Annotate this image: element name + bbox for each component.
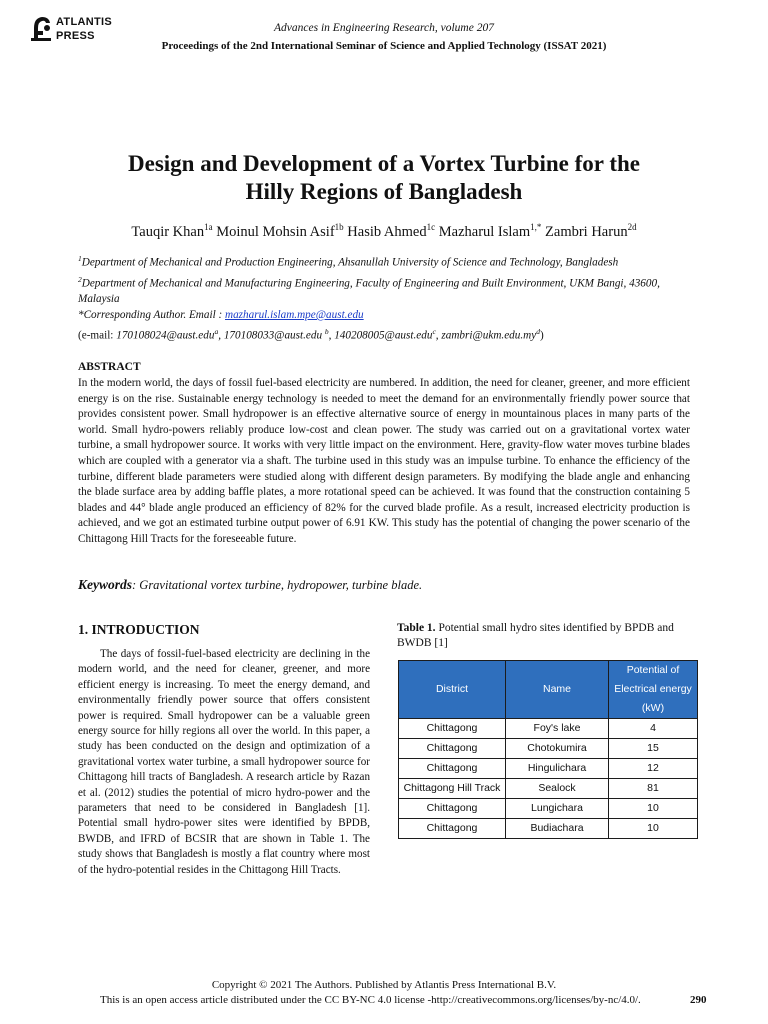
section-heading-introduction: 1. INTRODUCTION xyxy=(78,622,200,637)
table-cell-name: Chotokumira xyxy=(506,739,609,759)
email-sup: c xyxy=(432,326,436,336)
table-cell-district: Chittagong xyxy=(399,819,506,839)
table-row xyxy=(399,719,698,739)
corresponding-author xyxy=(78,308,690,324)
author-name: Moinul Mohsin Asif xyxy=(216,223,335,240)
affiliation-2 xyxy=(78,272,690,308)
table-row xyxy=(399,739,698,759)
table-cell-district: Chittagong xyxy=(399,799,506,819)
affiliation-text: Department of Mechanical and Manufacturing Engineering, Faculty of Engineering and Built Environment, UKM Bangi, 43600, Malaysia xyxy=(78,277,660,306)
hydro-sites-table xyxy=(398,660,698,839)
email-sup: b xyxy=(324,326,329,336)
abstract-heading: ABSTRACT xyxy=(78,361,141,373)
email-d: zambri@ukm.edu.my xyxy=(441,329,537,342)
table-cell-name: Hingulichara xyxy=(506,759,609,779)
author-emails: (e-mail: 170108024@aust.edu$^a$, 170108033@aust.edu $^b$, 140208005@aust.edu$^c$, $zambri@ukm.edu.my^d$) xyxy=(78,326,544,342)
column-header-district: District xyxy=(399,661,506,719)
email-sup: a xyxy=(214,326,219,336)
table-row xyxy=(399,759,698,779)
table-caption-text: Potential small hydro sites identified by BPDB and BWDB [1] xyxy=(397,622,674,649)
paper-title-line1: Design and Development of a Vortex Turbine for the xyxy=(128,151,640,176)
author-sup: 1b xyxy=(334,222,344,232)
email-sup: d xyxy=(536,326,540,336)
logo-text-line1: ATLANTIS xyxy=(56,16,112,28)
affiliations xyxy=(78,251,690,344)
author-sup: 1,* xyxy=(530,222,542,232)
keywords xyxy=(78,577,690,593)
column-header-name: Name xyxy=(506,661,609,719)
emails-close: ) xyxy=(539,329,544,342)
email-c: 140208005@aust.edu xyxy=(334,329,433,342)
author-sup: 2d xyxy=(627,222,637,232)
column-header-potential: Potential of Electrical energy (kW) xyxy=(609,661,698,719)
table-row xyxy=(399,799,698,819)
author-name: Tauqir Khan xyxy=(131,223,205,240)
table-cell-name: Lungichara xyxy=(506,799,609,819)
table-cell-district: Chittagong xyxy=(399,759,506,779)
table-cell-potential: 10 xyxy=(609,799,698,819)
table-cell-district: Chittagong xyxy=(399,719,506,739)
page-number: 290 xyxy=(690,994,707,1006)
emails-open: (e-mail: xyxy=(78,329,117,342)
author-sup: 1a xyxy=(204,222,213,232)
table-cell-district: Chittagong Hill Track xyxy=(399,779,506,799)
table-cell-potential: 81 xyxy=(609,779,698,799)
proceedings-title: Proceedings of the 2nd International Seminar of Science and Applied Technology (ISSAT 2021) xyxy=(161,40,607,52)
corresponding-label: *Corresponding Author. Email : xyxy=(78,308,225,321)
license-notice: This is an open access article distributed under the CC BY-NC 4.0 license -http://creativecommons.org/licenses/by-nc/4.0/. xyxy=(100,994,641,1006)
author-name: Zambri Harun xyxy=(545,223,628,240)
corresponding-email-link[interactable]: mazharul.islam.mpe@aust.edu xyxy=(225,308,364,321)
table-row xyxy=(399,779,698,799)
copyright-notice: Copyright © 2021 The Authors. Published by Atlantis Press International B.V. xyxy=(211,979,557,991)
table-cell-name: Foy's lake xyxy=(506,719,609,739)
table-caption-label: Table 1. xyxy=(397,622,436,634)
table-cell-potential: 10 xyxy=(609,819,698,839)
paper-title-line2: Hilly Regions of Bangladesh xyxy=(245,179,523,204)
author-list xyxy=(40,222,728,241)
abstract-text: In the modern world, the days of fossil fuel-based electricity are numbered. In addition, the need for cleaner, greener, and more efficient energy is on the rise. Sustainable energy technology is needed to meet the demand for an environmentally friendly power source that provides consistent power. Small hydropower is an effective alternative source of energy in mountainous places in many parts of the world. Small hydro-powers reliably produce low-cost and clean power. The study was carried out on a gravitational vortex water turbine, a small hydropower source. It works with very little impact on the environment. Here, gravity-flow water moves turbine blades which are coupled with a generator via a shaft. The turbine used in this study was an impulse turbine. To enhance the efficiency of the turbine, different blade parameters were studied along with different design parameters. By modifying the blade angle and enhancing the blade surface area by adding baffle plates, a more rotational speed can be achieved. It was found that the construction containing 5 blades and 44° blade angle produced an efficiency of 82% for the curved blade profile. As a result, increased electricity production is achieved, and we got an estimated turbine output power of 6.91 KW. This study has the potential of changing the power scenario of the Chittagong Hill Tracts for the foreseeable future. xyxy=(78,377,690,545)
introduction-text: The days of fossil-fuel-based electricity are declining in the modern world, and the need for cleaner, greener, and more efficient energy is increasing. To meet the energy demand, and environmentally friendly power source that offers consistent power is required. Small hydropower can be a valuable green energy source for hilly regions all over the world. In this paper, a study has been conducted on the design and optimization of a gravitational vortex water turbine, a small hydropower source for Chittagong hill tracts of Bangladesh. A research article by Razan et al. (2012) studies the potential of micro hydro-power and the parameters that need to be considered in Bangladesh [1]. Potential small hydro-power sites were identified by BPDB, BWDB, and IFRD of BCSIR that are shown in Table 1. The study shows that Bangladesh is mostly a flat country where most of the hydro-potential resides in the Chittagong Hill Tracts. xyxy=(78,648,370,876)
table-cell-potential: 12 xyxy=(609,759,698,779)
affiliation-sup: 2 xyxy=(78,274,82,284)
series-title: Advances in Engineering Research, volume 207 xyxy=(274,22,494,34)
author-name: Hasib Ahmed xyxy=(347,223,427,240)
keywords-label: Keywords xyxy=(78,577,132,592)
table-cell-potential: 4 xyxy=(609,719,698,739)
table-cell-potential: 15 xyxy=(609,739,698,759)
affiliation-1 xyxy=(78,251,690,272)
affiliation-text: Department of Mechanical and Production Engineering, Ahsanullah University of Science and Technology, Bangladesh xyxy=(81,256,619,269)
logo-text-line2: PRESS xyxy=(56,30,95,42)
table-row xyxy=(399,819,698,839)
keywords-text: : Gravitational vortex turbine, hydropower, turbine blade. xyxy=(132,578,423,592)
table-header-row xyxy=(399,661,698,719)
email-a: 170108024@aust.edu xyxy=(116,329,215,342)
affiliation-sup: 1 xyxy=(78,254,82,263)
table-caption xyxy=(397,621,702,651)
paper-title xyxy=(60,150,708,206)
table-cell-name: Budiachara xyxy=(506,819,609,839)
table-cell-name: Sealock xyxy=(506,779,609,799)
author-sup: 1c xyxy=(426,222,436,232)
table-cell-district: Chittagong xyxy=(399,739,506,759)
author-name: Mazharul Islam xyxy=(438,223,531,240)
email-b: 170108033@aust.edu xyxy=(223,329,325,342)
